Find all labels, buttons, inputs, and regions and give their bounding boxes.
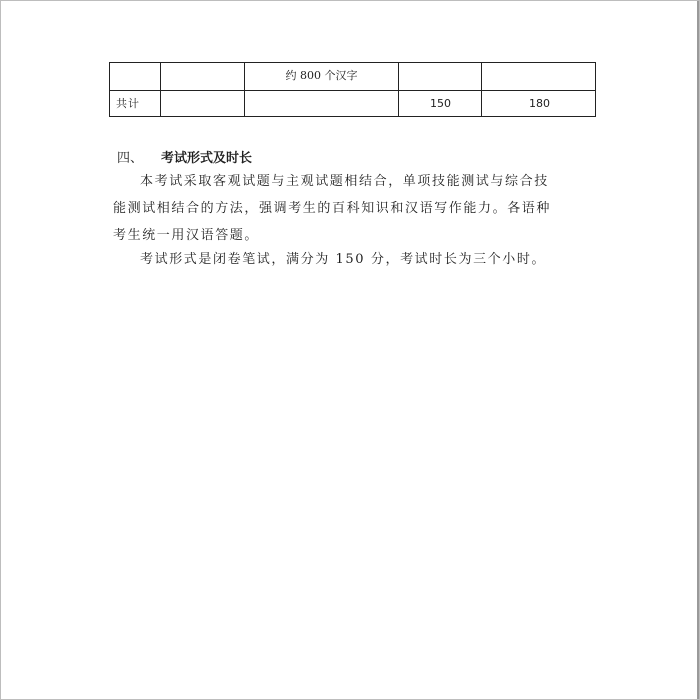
- table-cell: [399, 91, 482, 117]
- table-cell: [161, 91, 245, 117]
- table-cell: [399, 63, 482, 91]
- table-row: [110, 63, 596, 91]
- paragraph-line: 考生统一用汉语答题。: [113, 228, 260, 243]
- paragraph-exam-format: [113, 246, 613, 273]
- paragraph-line: 能测试相结合的方法，强调考生的百科知识和汉语写作能力。各语种: [113, 201, 552, 216]
- section-number: 四、: [117, 151, 144, 166]
- table-cell: [161, 63, 245, 91]
- total-score: 150: [430, 97, 451, 110]
- table-cell: [245, 91, 399, 117]
- section-heading: [117, 147, 252, 166]
- total-time: 180: [529, 97, 550, 110]
- section-title: 考试形式及时长: [161, 151, 253, 166]
- table-cell: [482, 91, 596, 117]
- cell-text-word-count: 约 800 个汉字: [285, 69, 358, 82]
- table-cell: [245, 63, 399, 91]
- score-table: [109, 62, 596, 117]
- table-cell: [110, 91, 161, 117]
- table-cell: [482, 63, 596, 91]
- paragraph-line: 本考试采取客观试题与主观试题相结合，单项技能测试与综合技: [140, 174, 549, 189]
- paragraph-line: 考试形式是闭卷笔试，满分为 150 分，考试时长为三个小时。: [140, 252, 547, 267]
- total-label: 共计: [116, 97, 140, 110]
- paragraph-exam-method: [113, 168, 613, 249]
- table-row-total: [110, 91, 596, 117]
- table-cell: [110, 63, 161, 91]
